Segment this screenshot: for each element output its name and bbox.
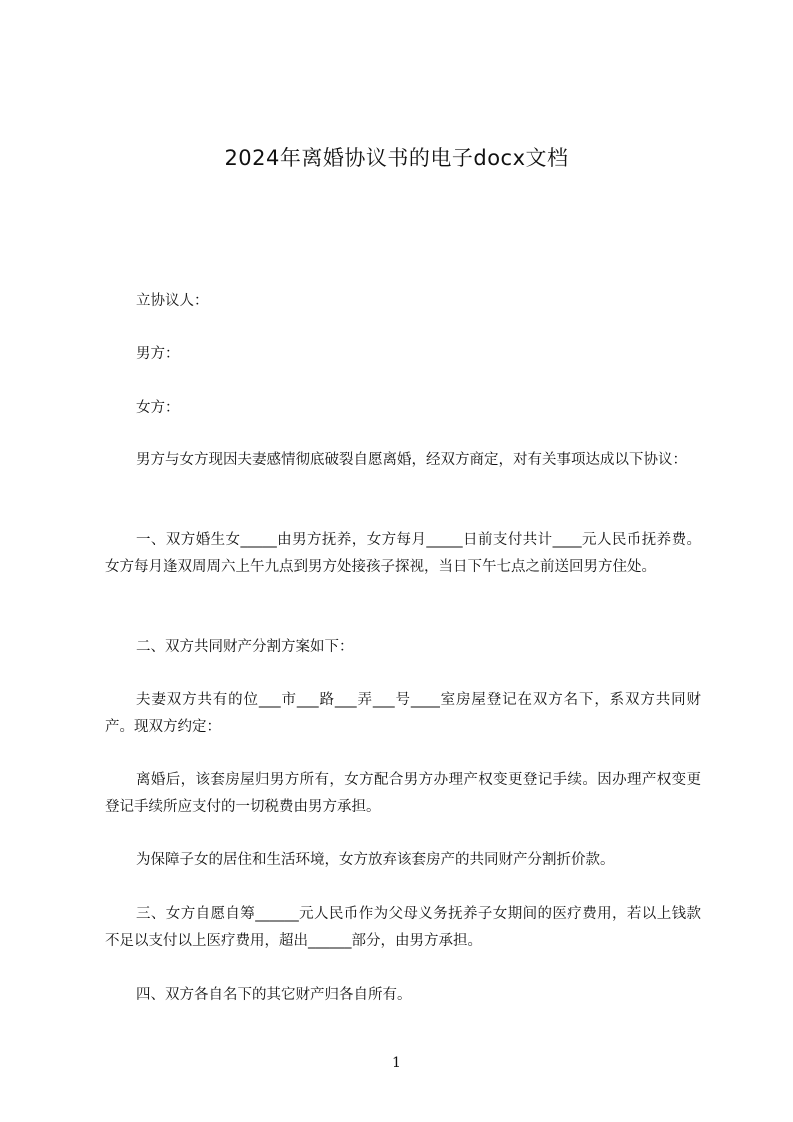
paragraph-clause-4: 四、双方各自名下的其它财产归各自所有。	[136, 987, 412, 1003]
paragraph-clause-1: 一、双方婚生女_____由男方抚养，女方每月_____日前支付共计____元人民币抚养费。女方每月逢双周周六上午九点到男方处接孩子探视，当日下午七点之前送回男方住处。	[105, 532, 701, 575]
document-title: 2024年离婚协议书的电子docx文档	[224, 146, 569, 170]
paragraph-property-agreement: 离婚后，该套房屋归男方所有，女方配合男方办理产权变更登记手续。因办理产权变更登记手续所应支付的一切税费由男方承担。	[105, 772, 701, 815]
paragraph-waiver: 为保障子女的居住和生活环境，女方放弃该套房产的共同财产分割折价款。	[136, 852, 615, 868]
paragraph-clause-3: 三、女方自愿自筹______元人民币作为父母义务抚养子女期间的医疗费用，若以上钱款不足以支付以上医疗费用，超出______部分，由男方承担。	[105, 906, 701, 949]
paragraph-intro: 男方与女方现因夫妻感情彻底破裂自愿离婚，经双方商定，对有关事项达成以下协议：	[136, 452, 687, 468]
paragraph-parties: 立协议人：	[136, 293, 209, 309]
page-number: 1	[392, 1055, 401, 1071]
paragraph-female-party: 女方：	[136, 400, 180, 416]
paragraph-clause-2: 二、双方共同财产分割方案如下：	[136, 639, 354, 655]
paragraph-property: 夫妻双方共有的位___市___路___弄___号____室房屋登记在双方名下，系双方共同财产。现双方约定：	[105, 692, 701, 735]
paragraph-male-party: 男方：	[136, 346, 180, 362]
